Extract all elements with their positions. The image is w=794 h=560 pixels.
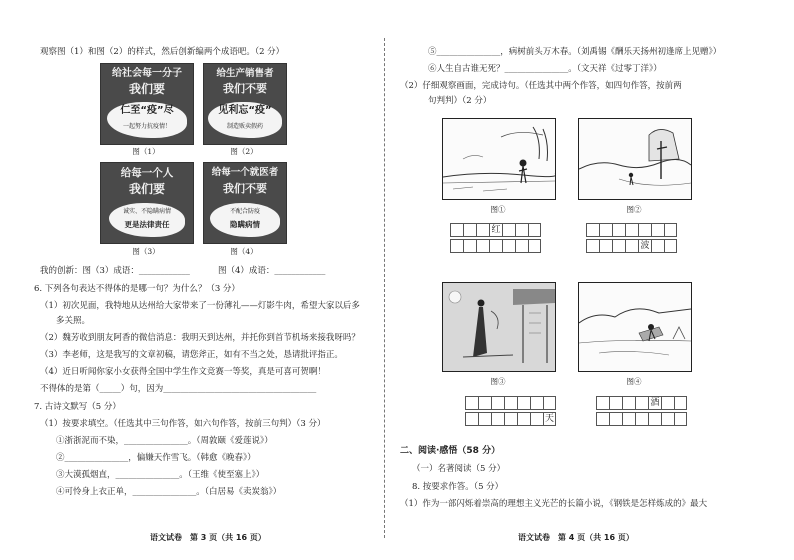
poster-3-mid-text: 我们要 xyxy=(128,182,165,196)
poster-1-image xyxy=(100,63,194,145)
grid-cell[interactable] xyxy=(648,412,661,426)
grid-cell[interactable] xyxy=(515,239,528,253)
question-6-option-4: （4）近日听闻你家小女获得全国中学生作文竞赛一等奖，真是可喜可贺啊！ xyxy=(40,367,326,377)
poster-2-caption: 图（2） xyxy=(230,147,258,156)
question-7-part-1: （1）按要求填空。（任选其中三句作答，如六句作答，按前三句判）（3 分） xyxy=(40,419,326,429)
question-8-part-1: （1）作为一部闪烁着崇高的理想主义光芒的长篇小说，《钢铁是怎样炼成的》最大 xyxy=(400,499,708,509)
grid-cell[interactable] xyxy=(612,223,625,237)
grid-cell[interactable] xyxy=(651,223,664,237)
grid-cell[interactable] xyxy=(609,396,622,410)
grid-cell[interactable] xyxy=(625,223,638,237)
grid-cell[interactable] xyxy=(609,412,622,426)
grid-cell[interactable] xyxy=(622,396,635,410)
poster-4-blob xyxy=(210,203,280,237)
picture-1-ink-painting xyxy=(442,118,556,200)
poster-1-slogan: 一起努力抗疫情！ xyxy=(122,123,171,130)
question-7-part-2-cont: 句判判）（2 分） xyxy=(428,96,492,106)
grid-cell[interactable] xyxy=(651,239,664,253)
grid-char xyxy=(623,397,635,409)
grid-cell[interactable] xyxy=(599,239,612,253)
picture-2-ink-painting xyxy=(578,118,692,200)
grid-char xyxy=(587,240,599,252)
poster-4-top-text: 给每一个就医者 xyxy=(211,167,279,178)
page-3-footer: 语文试卷 第 3 页（共 16 页） xyxy=(150,533,266,542)
poster-2-image xyxy=(203,63,287,145)
picture-2-answer-grid-2[interactable] xyxy=(586,239,677,253)
grid-char xyxy=(626,240,638,252)
question-6-option-2: （2）魏芳收到朋友阿香的微信消息：我明天到达州，并托你到首节机场来接我呀吗？ xyxy=(40,333,360,343)
poster-1-caption: 图（1） xyxy=(132,147,160,156)
grid-char xyxy=(675,397,686,409)
question-8: 8. 按要求作答。（5 分） xyxy=(412,482,504,492)
poster-2-idiom: 见利忘“疫” xyxy=(218,105,272,116)
question-6-option-3: （3）李老师，这是我写的文章初稿，请您斧正，如有不当之处，恳请批评指正。 xyxy=(40,350,343,360)
picture-2-answer-grid[interactable] xyxy=(586,223,677,237)
grid-char: 天 xyxy=(544,414,554,424)
poster-1-blob xyxy=(107,102,187,138)
picture-3-caption: 图③ xyxy=(490,377,506,386)
grid-cell[interactable] xyxy=(489,239,502,253)
grid-cell[interactable] xyxy=(596,396,609,410)
creation-answer-1[interactable]: 我的创新：图（3）成语：____________ xyxy=(40,266,190,276)
question-7-item-5[interactable]: ⑤_______________，病树前头万木春。（刘禹锡《酬乐天扬州初逢席上见赠》） xyxy=(428,47,722,57)
question-6-answer-line[interactable]: 不得体的是第（_____）句，因为____________________________________ xyxy=(40,384,317,394)
grid-char xyxy=(477,224,489,236)
question-7-item-2[interactable]: ②_______________，偏嫌天作雪飞。（韩愈《晚春》） xyxy=(56,453,256,463)
picture-1-answer-grid[interactable] xyxy=(450,223,541,237)
grid-char xyxy=(464,224,476,236)
poster-4-caption: 图（4） xyxy=(230,247,258,256)
grid-char xyxy=(652,240,664,252)
poster-1-idiom: 仁至“疫”尽 xyxy=(120,105,174,116)
page-divider xyxy=(384,38,385,538)
grid-cell[interactable] xyxy=(530,412,543,426)
grid-char: 酒 xyxy=(650,398,660,408)
question-7-part-2: （2）仔细观察画面，完成诗句。（任选其中两个作答，如四句作答，按前两 xyxy=(400,81,682,91)
picture-1-answer-grid-2[interactable] xyxy=(450,239,541,253)
grid-char xyxy=(665,240,676,252)
poster-2-slogan: 制造贩卖假药 xyxy=(226,123,263,130)
grid-cell[interactable] xyxy=(528,239,541,253)
question-7-item-3[interactable]: ③大漠孤烟直，_______________。（王维《使至塞上》） xyxy=(56,470,265,480)
poster-2-blob xyxy=(208,102,282,138)
grid-cell[interactable] xyxy=(463,239,476,253)
page-4-footer: 语文试卷 第 4 页（共 16 页） xyxy=(518,533,634,542)
question-7-item-6[interactable]: ⑥人生自古谁无死？_______________。（文天祥《过零丁洋》） xyxy=(428,64,662,74)
grid-cell[interactable] xyxy=(489,223,502,237)
picture-2-caption: 图② xyxy=(626,205,642,214)
grid-cell[interactable] xyxy=(622,412,635,426)
picture-3-answer-grid-2[interactable] xyxy=(465,412,556,426)
grid-char xyxy=(518,413,530,425)
question-6-option-1-cont: 多关照。 xyxy=(56,316,91,326)
grid-cell[interactable] xyxy=(476,239,489,253)
grid-char xyxy=(597,397,609,409)
poster-4-text: 隐瞒病情 xyxy=(230,220,260,229)
question-5-intro: 观察图（1）和图（2）的样式，然后创新编两个成语吧。（2 分） xyxy=(40,47,285,57)
grid-char xyxy=(600,240,612,252)
poster-3-slogan: 诚实、不隐瞒病情 xyxy=(122,208,171,215)
grid-cell[interactable] xyxy=(502,239,515,253)
poster-3-caption: 图（3） xyxy=(132,247,160,256)
grid-char xyxy=(505,413,517,425)
poster-4-mid-text: 我们不要 xyxy=(223,182,267,195)
grid-cell[interactable] xyxy=(528,223,541,237)
grid-char xyxy=(451,224,463,236)
grid-cell[interactable] xyxy=(463,223,476,237)
grid-cell[interactable] xyxy=(625,239,638,253)
grid-cell[interactable] xyxy=(661,412,674,426)
grid-cell[interactable] xyxy=(504,396,517,410)
right-page xyxy=(388,0,794,560)
grid-cell[interactable] xyxy=(465,396,478,410)
grid-cell[interactable] xyxy=(599,223,612,237)
poster-3-text: 更是法律责任 xyxy=(124,220,170,229)
grid-cell[interactable] xyxy=(543,412,556,426)
grid-cell[interactable] xyxy=(543,396,556,410)
grid-cell[interactable] xyxy=(635,412,648,426)
grid-cell[interactable] xyxy=(491,412,504,426)
picture-4-ink-painting xyxy=(578,282,692,372)
grid-cell[interactable] xyxy=(664,223,677,237)
picture-4-answer-grid-2[interactable] xyxy=(596,412,687,426)
poster-1-mid-text: 我们要 xyxy=(128,82,165,96)
grid-cell[interactable] xyxy=(596,412,609,426)
grid-char xyxy=(516,224,528,236)
question-7: 7. 古诗文默写（5 分） xyxy=(34,402,121,412)
grid-char xyxy=(531,413,543,425)
grid-cell[interactable] xyxy=(515,223,528,237)
poster-3-blob xyxy=(109,203,185,237)
question-6: 6. 下列各句表达不得体的是哪一句？为什么？（3 分） xyxy=(34,284,240,294)
grid-char: 红 xyxy=(491,225,501,235)
poster-2-mid-text: 我们不要 xyxy=(223,82,267,95)
section-2-heading: 二、阅读·感悟（58 分） xyxy=(400,446,501,456)
poster-4-slogan: 不配合防疫 xyxy=(229,208,260,215)
question-6-option-1: （1）初次见面，我特地从达州给大家带来了一份薄礼——灯影牛肉，希望大家以后多 xyxy=(40,301,360,311)
poster-1-top-text: 给社会每一分子 xyxy=(112,68,182,79)
grid-cell[interactable] xyxy=(478,412,491,426)
picture-1-caption: 图① xyxy=(490,205,506,214)
grid-cell[interactable] xyxy=(638,223,651,237)
grid-cell[interactable] xyxy=(648,396,661,410)
grid-cell[interactable] xyxy=(635,396,648,410)
picture-3-answer-grid[interactable] xyxy=(465,396,556,410)
grid-cell[interactable] xyxy=(502,223,515,237)
poster-4-image xyxy=(203,162,287,244)
grid-cell[interactable] xyxy=(674,396,687,410)
grid-cell[interactable] xyxy=(664,239,677,253)
grid-cell[interactable] xyxy=(504,412,517,426)
grid-cell[interactable] xyxy=(450,239,463,253)
grid-char xyxy=(503,224,515,236)
grid-cell[interactable] xyxy=(530,396,543,410)
grid-cell[interactable] xyxy=(491,396,504,410)
grid-cell[interactable] xyxy=(517,412,530,426)
grid-char xyxy=(662,397,674,409)
grid-cell[interactable] xyxy=(478,396,491,410)
creation-answer-2[interactable]: 图（4）成语：____________ xyxy=(218,266,326,276)
grid-char xyxy=(479,413,491,425)
grid-char xyxy=(613,240,625,252)
left-page xyxy=(0,0,385,560)
grid-cell[interactable] xyxy=(586,239,599,253)
grid-cell[interactable] xyxy=(661,396,674,410)
grid-cell[interactable] xyxy=(476,223,489,237)
picture-4-answer-grid[interactable] xyxy=(596,396,687,410)
grid-char xyxy=(610,397,622,409)
picture-3-ink-painting xyxy=(442,282,556,372)
grid-cell[interactable] xyxy=(612,239,625,253)
grid-char: 波 xyxy=(640,241,650,251)
grid-cell[interactable] xyxy=(450,223,463,237)
grid-cell[interactable] xyxy=(674,412,687,426)
poster-2-top-text: 给生产销售者 xyxy=(216,68,274,79)
grid-char xyxy=(529,224,540,236)
grid-char xyxy=(466,413,478,425)
grid-cell[interactable] xyxy=(638,239,651,253)
poster-3-top-text: 给每一个人 xyxy=(120,167,174,179)
grid-char xyxy=(636,397,648,409)
picture-4-caption: 图④ xyxy=(626,377,642,386)
poster-3-image xyxy=(100,162,194,244)
grid-char xyxy=(492,413,504,425)
grid-cell[interactable] xyxy=(517,396,530,410)
section-2-part-1: （一）名著阅读（5 分） xyxy=(412,464,506,474)
grid-cell[interactable] xyxy=(586,223,599,237)
grid-cell[interactable] xyxy=(465,412,478,426)
question-7-item-4[interactable]: ④可怜身上衣正单，_______________。（白居易《卖炭翁》） xyxy=(56,487,282,497)
question-7-item-1[interactable]: ①浙浙泥而不染，_______________。（周敦颐《爱莲说》） xyxy=(56,436,273,446)
